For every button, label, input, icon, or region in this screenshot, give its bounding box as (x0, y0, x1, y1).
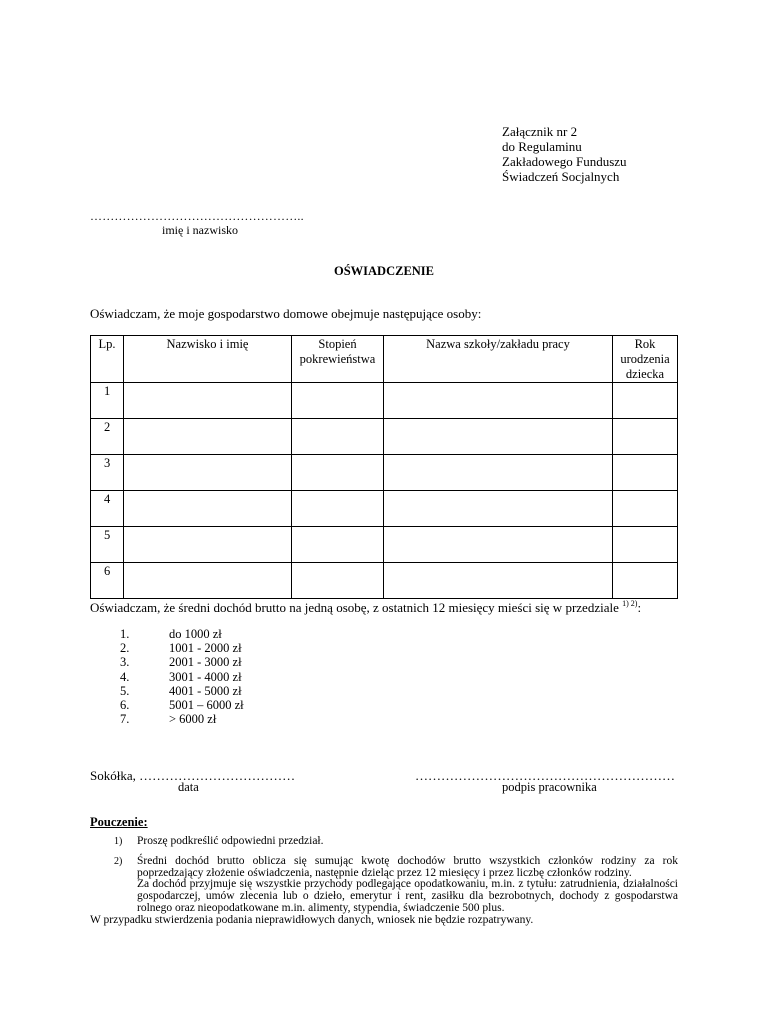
school-cell[interactable] (384, 563, 613, 599)
header-lp: Lp. (91, 336, 124, 383)
instruction-number: 2) (114, 855, 123, 867)
income-range-option[interactable]: 6. 5001 – 6000 zł (120, 698, 244, 713)
row-number: 3 (91, 455, 124, 491)
instruction-item (90, 856, 678, 915)
table-row (91, 491, 678, 527)
relation-cell[interactable] (292, 491, 384, 527)
income-range-option[interactable]: 1. do 1000 zł (120, 627, 222, 641)
instruction-item (90, 836, 678, 848)
table-row (91, 563, 678, 599)
signature-label: podpis pracownika (502, 780, 597, 794)
document-title: OŚWIADCZENIE (333, 264, 435, 278)
relation-cell[interactable] (292, 563, 384, 599)
name-cell[interactable] (124, 455, 292, 491)
school-cell[interactable] (384, 527, 613, 563)
table-row (91, 527, 678, 563)
row-number: 4 (91, 491, 124, 527)
annex-line-2: do Regulaminu (502, 139, 582, 154)
instructions-heading: Pouczenie: (90, 815, 148, 829)
header-name: Nazwisko i imię (124, 336, 292, 383)
closing-note: W przypadku stwierdzenia podania nieprawidłowych danych, wniosek nie będzie rozpatrywany. (90, 913, 534, 926)
annex-reference (502, 124, 627, 184)
row-number: 1 (91, 383, 124, 419)
birth-year-cell[interactable] (613, 527, 678, 563)
school-cell[interactable] (384, 455, 613, 491)
income-range-option[interactable]: 3. 2001 - 3000 zł (120, 655, 242, 670)
table-header-row (91, 336, 678, 383)
table-row (91, 419, 678, 455)
name-cell[interactable] (124, 491, 292, 527)
relation-cell[interactable] (292, 383, 384, 419)
date-label: data (178, 780, 199, 794)
household-table (90, 335, 678, 599)
name-cell[interactable] (124, 383, 292, 419)
birth-year-cell[interactable] (613, 491, 678, 527)
header-school: Nazwa szkoły/zakładu pracy (384, 336, 613, 383)
household-intro: Oświadczam, że moje gospodarstwo domowe obejmuje następujące osoby: (90, 306, 482, 321)
school-cell[interactable] (384, 419, 613, 455)
instructions-block (90, 836, 678, 927)
birth-year-cell[interactable] (613, 455, 678, 491)
table-row (91, 383, 678, 419)
income-range-option[interactable]: 2. 1001 - 2000 zł (120, 641, 242, 656)
school-cell[interactable] (384, 491, 613, 527)
income-range-option[interactable]: 7. > 6000 zł (120, 712, 217, 727)
income-range-list (120, 627, 244, 726)
row-number: 2 (91, 419, 124, 455)
relation-cell[interactable] (292, 419, 384, 455)
table-row (91, 455, 678, 491)
row-number: 6 (91, 563, 124, 599)
birth-year-cell[interactable] (613, 563, 678, 599)
relation-cell[interactable] (292, 455, 384, 491)
birth-year-cell[interactable] (613, 383, 678, 419)
birth-year-cell[interactable] (613, 419, 678, 455)
income-range-option[interactable]: 5. 4001 - 5000 zł (120, 683, 242, 698)
instruction-text: Za dochód przyjmuje się wszystkie przychody podlegające opodatkowaniu, m.in. z tytułu: zatrudnienia, działalności gospodarczej, umów zlecenia lub o dzieło, emerytur i rent, zasiłku dla bezrobotnych, dochody z gospodarstwa rolnego oraz nieopodatkowane m.in. alimenty, stypendia, świadczenie 500 plus. (137, 878, 678, 914)
name-cell[interactable] (124, 527, 292, 563)
income-intro: Oświadczam, że średni dochód brutto na jedną osobę, z ostatnich 12 miesięcy mieści się w przedziale $^{1) 2)}$: (90, 599, 642, 615)
row-number: 5 (91, 527, 124, 563)
relation-cell[interactable] (292, 527, 384, 563)
name-fill-line: …………………………………………….. (90, 209, 304, 223)
place-date-line: Sokółka, ……………………………… (90, 768, 296, 783)
annex-line-3: Zakładowego Funduszu (502, 154, 627, 169)
name-label: imię i nazwisko (162, 223, 238, 237)
instruction-text: Średni dochód brutto oblicza się sumując kwotę dochodów brutto wszystkich członków rodziny za rok poprzedzający złożenie oświadczenia, następnie dzieląc przez 12 miesięcy i przez liczbę członków rodziny. (137, 854, 678, 879)
name-cell[interactable] (124, 419, 292, 455)
header-relation: Stopień pokrewieństwa (292, 336, 384, 383)
annex-line-1: Załącznik nr 2 (502, 124, 578, 139)
annex-line-4: Świadczeń Socjalnych (502, 169, 620, 184)
name-cell[interactable] (124, 563, 292, 599)
header-birth-year: Rok urodzenia dziecka (613, 336, 678, 383)
instruction-number: 1) (114, 836, 123, 847)
income-range-option[interactable]: 4. 3001 - 4000 zł (120, 669, 242, 684)
signature-line: …………………………………………………… (415, 768, 675, 783)
footnote-ref: 1) 2) (622, 599, 638, 608)
school-cell[interactable] (384, 383, 613, 419)
instruction-text: Proszę podkreślić odpowiedni przedział. (137, 835, 324, 847)
